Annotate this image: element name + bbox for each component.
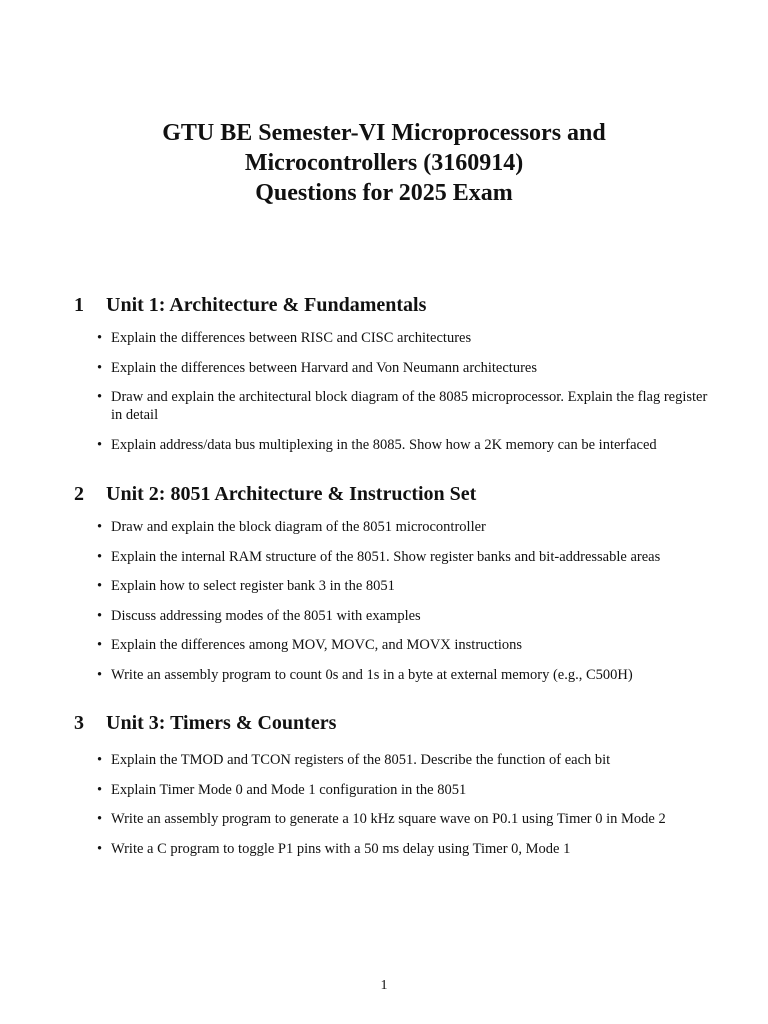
question-list <box>74 518 714 684</box>
list-item <box>74 388 714 424</box>
list-item <box>74 577 714 595</box>
section-heading <box>74 711 714 735</box>
bullet: • <box>97 519 103 535</box>
question-text: Draw and explain the block diagram of the 8051 microcontroller <box>111 519 486 535</box>
section-title: Unit 3: Timers & Counters <box>106 712 337 734</box>
section-number: 1 <box>74 294 84 316</box>
bullet: • <box>97 781 103 798</box>
list-item <box>74 329 714 347</box>
question-text: Write an assembly program to count 0s and 1s in a byte at external memory (e.g., C500H) <box>111 666 633 683</box>
bullet: • <box>97 359 103 376</box>
section-heading <box>74 482 714 506</box>
list-item <box>74 359 714 377</box>
question-text: Draw and explain the architectural block diagram of the 8085 microprocessor. Explain the flag register in detail <box>111 389 708 423</box>
document-title <box>0 118 768 208</box>
list-item <box>74 548 714 566</box>
list-item <box>74 636 714 654</box>
bullet: • <box>97 436 103 453</box>
list-item <box>74 810 714 828</box>
section-title: Unit 1: Architecture & Fundamentals <box>106 294 427 316</box>
section-number: 3 <box>74 712 84 734</box>
title-line-3: Questions for 2025 Exam <box>255 180 513 206</box>
question-text: Explain how to select register bank 3 in the 8051 <box>111 578 395 594</box>
bullet: • <box>97 578 103 594</box>
section-number: 2 <box>74 483 84 505</box>
page-number: 1 <box>380 978 388 993</box>
bullet: • <box>97 548 103 565</box>
question-text: Explain address/data bus multiplexing in the 8085. Show how a 2K memory can be interfaced <box>111 436 657 453</box>
question-list <box>74 751 714 858</box>
list-item <box>74 666 714 684</box>
section-unit-3 <box>74 711 714 858</box>
title-line-1: GTU BE Semester-VI Microprocessors and <box>162 120 606 146</box>
bullet: • <box>97 330 103 346</box>
section-unit-1 <box>74 293 714 454</box>
bullet: • <box>97 637 103 653</box>
section-unit-2 <box>74 482 714 684</box>
question-text: Explain the TMOD and TCON registers of the 8051. Describe the function of each bit <box>111 752 611 768</box>
title-line-2: Microcontrollers (3160914) <box>244 150 524 176</box>
list-item <box>74 840 714 858</box>
question-text: Discuss addressing modes of the 8051 with examples <box>111 607 421 624</box>
question-text: Write a C program to toggle P1 pins with a 50 ms delay using Timer 0, Mode 1 <box>111 840 571 857</box>
bullet: • <box>97 666 103 683</box>
question-text: Explain the differences among MOV, MOVC, and MOVX instructions <box>111 637 523 653</box>
bullet: • <box>97 811 103 827</box>
question-text: Explain the differences between Harvard and Von Neumann architectures <box>111 359 537 376</box>
list-item <box>74 781 714 799</box>
bullet: • <box>97 752 103 768</box>
list-item <box>74 518 714 536</box>
question-list <box>74 329 714 454</box>
question-text: Write an assembly program to generate a 10 kHz square wave on P0.1 using Timer 0 in Mode 2 <box>111 811 666 827</box>
question-text: Explain Timer Mode 0 and Mode 1 configuration in the 8051 <box>111 781 467 798</box>
list-item <box>74 751 714 769</box>
bullet: • <box>97 840 103 857</box>
question-text: Explain the internal RAM structure of the 8051. Show register banks and bit-addressable areas <box>111 548 661 565</box>
question-text: Explain the differences between RISC and CISC architectures <box>111 330 472 346</box>
list-item <box>74 607 714 625</box>
section-heading <box>74 293 714 317</box>
bullet: • <box>97 607 103 624</box>
bullet: • <box>97 389 103 405</box>
list-item <box>74 436 714 454</box>
section-title: Unit 2: 8051 Architecture & Instruction Set <box>106 483 477 505</box>
